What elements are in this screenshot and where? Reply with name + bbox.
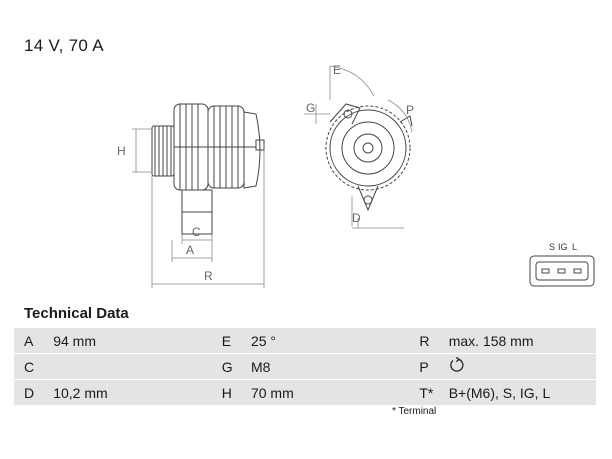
spec-key: G bbox=[212, 354, 251, 379]
dim-label-c: C bbox=[192, 225, 201, 239]
spec-key: R bbox=[409, 328, 448, 353]
spec-key: D bbox=[14, 380, 53, 405]
table-row bbox=[14, 380, 596, 405]
spec-key: A bbox=[14, 328, 53, 353]
spec-key: C bbox=[14, 354, 53, 379]
spec-value: max. 158 mm bbox=[449, 328, 596, 353]
spec-value: 10,2 mm bbox=[53, 380, 200, 405]
clockwise-rotation-icon bbox=[449, 357, 465, 373]
spec-value: M8 bbox=[251, 354, 398, 379]
connector-label-ig: IG bbox=[558, 242, 568, 252]
spec-value: 94 mm bbox=[53, 328, 200, 353]
table-row bbox=[14, 328, 596, 353]
dim-label-h: H bbox=[117, 144, 126, 158]
technical-data-title: Technical Data bbox=[24, 305, 129, 322]
table-row bbox=[14, 354, 596, 379]
dim-label-r: R bbox=[204, 269, 213, 283]
spec-key: P bbox=[409, 354, 448, 379]
dim-label-e: E bbox=[333, 63, 342, 77]
alternator-front-view bbox=[326, 103, 415, 210]
terminal-footnote: * Terminal bbox=[392, 406, 437, 417]
connector-label-l: L bbox=[572, 242, 578, 252]
spec-value: 25 ° bbox=[251, 328, 398, 353]
spec-key: T* bbox=[409, 380, 448, 405]
spec-key: E bbox=[212, 328, 251, 353]
front-view-dimensions bbox=[304, 66, 415, 228]
dim-label-d: D bbox=[352, 211, 361, 225]
dim-label-g: G bbox=[306, 101, 316, 115]
dim-label-p: P bbox=[406, 103, 415, 117]
spec-value: 70 mm bbox=[251, 380, 398, 405]
connector-plug-drawing bbox=[530, 256, 594, 286]
spec-value: B+(M6), S, IG, L bbox=[449, 380, 596, 405]
spec-key: H bbox=[212, 380, 251, 405]
dim-label-a: A bbox=[186, 243, 195, 257]
product-heading: 14 V, 70 A bbox=[24, 36, 104, 55]
connector-label-s: S bbox=[549, 242, 556, 252]
technical-data-table bbox=[14, 328, 596, 405]
alternator-side-view bbox=[152, 104, 264, 234]
spec-value bbox=[53, 354, 200, 379]
